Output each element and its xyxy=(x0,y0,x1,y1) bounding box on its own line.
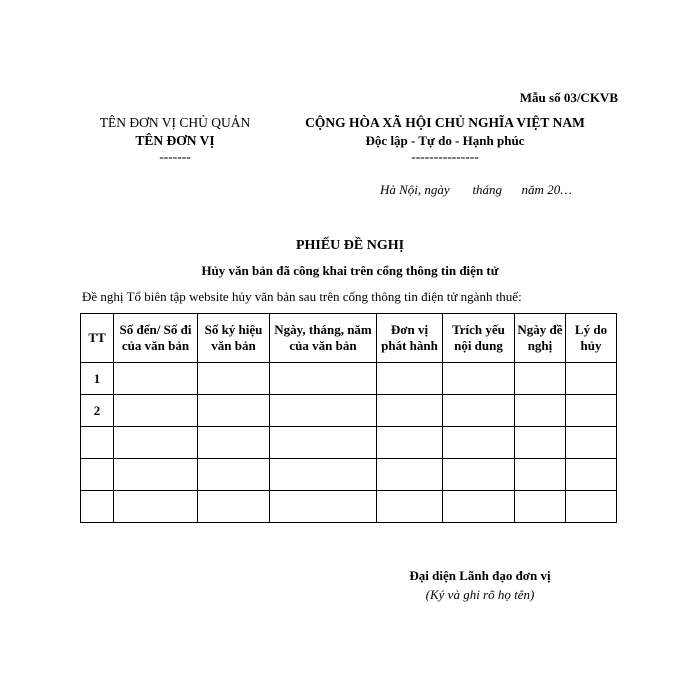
table-cell[interactable] xyxy=(198,427,270,459)
unit-name: TÊN ĐƠN VỊ xyxy=(135,133,215,148)
table-cell[interactable] xyxy=(270,491,377,523)
document-subtitle: Hủy văn bản đã công khai trên cổng thông tin điện tử xyxy=(201,263,499,278)
table-cell[interactable] xyxy=(566,395,617,427)
header-cancel-reason: Lý do hủy xyxy=(566,314,617,363)
table-cell[interactable] xyxy=(377,395,443,427)
form-code: Mẫu số 03/CKVB xyxy=(519,90,618,105)
table-cell[interactable] xyxy=(515,459,566,491)
request-table xyxy=(80,313,617,523)
table-cell[interactable]: 1 xyxy=(81,363,114,395)
table-cell[interactable] xyxy=(443,395,515,427)
national-divider: --------------- xyxy=(411,149,479,164)
agency-header xyxy=(60,114,290,164)
header-request-date: Ngày đề nghị xyxy=(515,314,566,363)
table-cell[interactable] xyxy=(377,427,443,459)
table-cell[interactable] xyxy=(198,395,270,427)
header-document-date: Ngày, tháng, năm của văn bản xyxy=(270,314,377,363)
national-motto: Độc lập - Tự do - Hạnh phúc xyxy=(365,133,525,148)
table-cell[interactable] xyxy=(114,395,198,427)
signature-note: (Ký và ghi rõ họ tên) xyxy=(425,587,535,602)
table-cell[interactable] xyxy=(270,427,377,459)
table-header-row xyxy=(81,314,617,363)
table-cell[interactable] xyxy=(114,491,198,523)
table-cell[interactable] xyxy=(114,427,198,459)
national-header xyxy=(280,114,610,164)
place-date: Hà Nội, ngày tháng năm 20… xyxy=(380,182,572,197)
table-cell[interactable] xyxy=(443,459,515,491)
header-document-symbol: Số ký hiệu văn bản xyxy=(198,314,270,363)
table-cell[interactable] xyxy=(81,459,114,491)
table-cell[interactable] xyxy=(81,491,114,523)
national-name: CỘNG HÒA XÃ HỘI CHỦ NGHĨA VIỆT NAM xyxy=(305,115,585,130)
table-cell[interactable] xyxy=(515,363,566,395)
request-text: Đề nghị Tổ biên tập website hủy văn bản sau trên cổng thông tin điện tử ngành thuế: xyxy=(82,289,522,304)
header-issuing-unit: Đơn vị phát hành xyxy=(377,314,443,363)
agency-divider: ------- xyxy=(159,149,191,164)
header-tt: TT xyxy=(81,314,114,363)
table-cell[interactable] xyxy=(270,363,377,395)
table-cell[interactable] xyxy=(198,491,270,523)
table-cell[interactable] xyxy=(377,459,443,491)
table-cell[interactable] xyxy=(114,459,198,491)
table-cell[interactable] xyxy=(114,363,198,395)
table-cell[interactable] xyxy=(270,459,377,491)
table-row xyxy=(81,395,617,427)
table-row xyxy=(81,363,617,395)
table-cell[interactable] xyxy=(443,363,515,395)
table-row xyxy=(81,491,617,523)
header-incoming-outgoing-number: Số đến/ Số đi của văn bản xyxy=(114,314,198,363)
table-cell[interactable] xyxy=(443,427,515,459)
document-title: PHIẾU ĐỀ NGHỊ xyxy=(295,238,405,253)
table-cell[interactable] xyxy=(515,395,566,427)
table-cell[interactable] xyxy=(81,427,114,459)
table-cell[interactable] xyxy=(566,459,617,491)
parent-unit: TÊN ĐƠN VỊ CHỦ QUẢN xyxy=(99,115,251,130)
table-cell[interactable] xyxy=(566,491,617,523)
table-cell[interactable] xyxy=(515,427,566,459)
table-row xyxy=(81,427,617,459)
table-row xyxy=(81,459,617,491)
table-cell[interactable] xyxy=(198,459,270,491)
table-cell[interactable] xyxy=(566,363,617,395)
signature-title: Đại diện Lãnh đạo đơn vị xyxy=(409,568,551,583)
table-cell[interactable] xyxy=(198,363,270,395)
table-cell[interactable] xyxy=(377,491,443,523)
table-cell[interactable] xyxy=(270,395,377,427)
table-cell[interactable] xyxy=(566,427,617,459)
table-cell[interactable] xyxy=(443,491,515,523)
table-cell[interactable] xyxy=(377,363,443,395)
header-summary: Trích yếu nội dung xyxy=(443,314,515,363)
table-cell[interactable] xyxy=(515,491,566,523)
table-cell[interactable]: 2 xyxy=(81,395,114,427)
